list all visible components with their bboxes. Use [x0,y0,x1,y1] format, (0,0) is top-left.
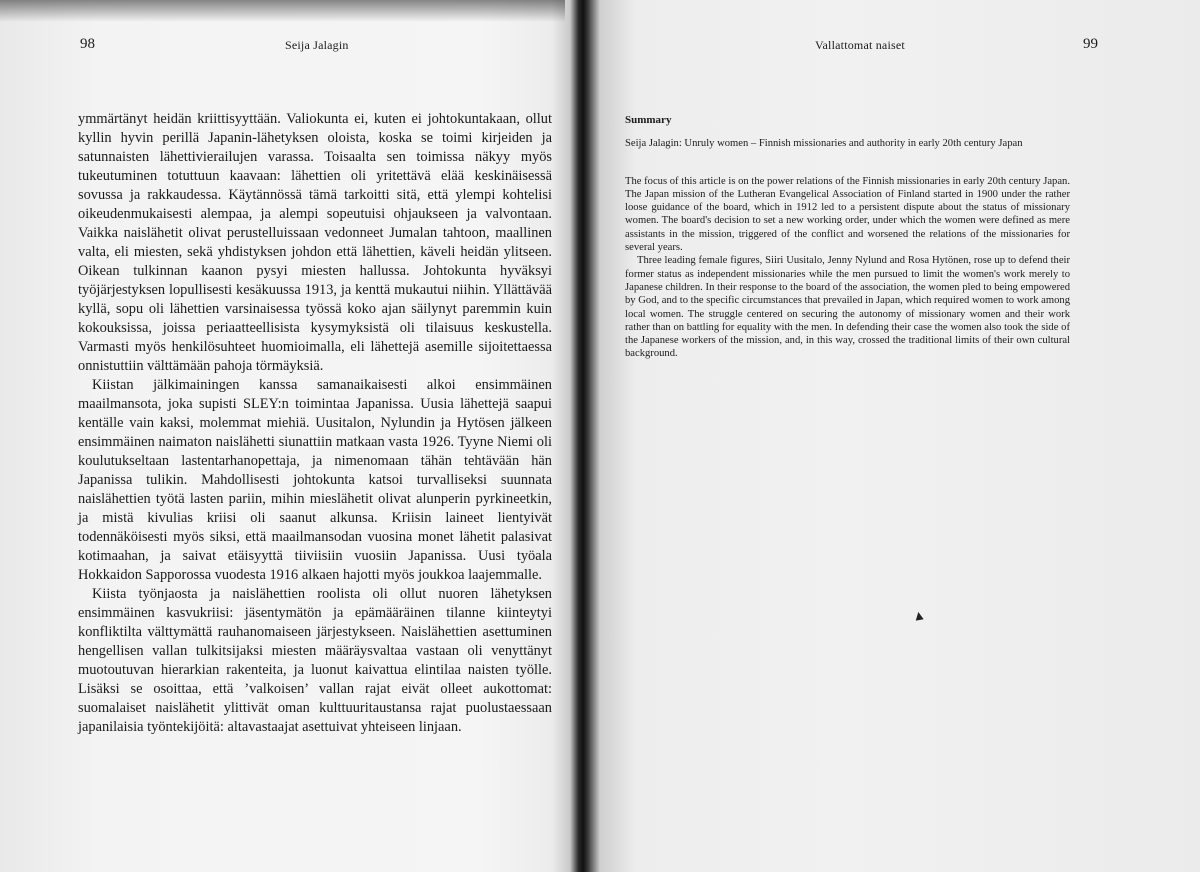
running-head-right: Vallattomat naiset [815,38,905,52]
summary-citation: Seija Jalagin: Unruly women – Finnish missionaries and authority in early 20th century Japan [625,138,1023,150]
paragraph: Kiistan jälkimainingen kanssa samanaikaisesti alkoi ensimmäinen maailmansota, joka supisti SLEY:n toimintaa Japanissa. Uusia lähettejä saapui kentälle vain kaksi, molemmat miehiä. Uusitalon, Nylundin ja Hytösen jälkeen ensimmäinen naimaton naislähetti siunattiin matkaan vasta 1926. Tyyne Niemi oli koulutukseltaan lastentarhanopettaja, ja nimenomaan tähän tehtävään hän Japanissa tulikin. Mahdollisesti johtokunta katsoi turvalliseksi suunnata naislähettien työtä lasten pariin, mihin mieslähetit olivat alunperin pyrkineetkin, ja mistä kivulias kriisi oli saanut alkunsa. Kriisin laineet lientyivät todennäköisesti myös siksi, että maailmansodan vuosina monet lähetit palasivat kotimaahan, ja saivat etäisyyttä tiiviisiin vuosiin Japanissa. Uusi työala Hokkaidon Sapporossa vuodesta 1916 alkaen hajotti myös joukkoa laajemmalle. [78,377,552,583]
left-body-text [78,110,552,737]
paragraph: ymmärtänyt heidän kriittisyyttään. Valiokunta ei, kuten ei johtokuntakaan, ollut kyllin hyvin perillä Japanin-lähetyksen oloista, koska se toimi kirjeiden ja satunnaisten lähettivierailujen varassa. Toisaalta sen toimissa näkyy myös tukeutuminen totuttuun kaavaan: lähettien oli yritettävä elää keskinäisessä sovussa ja rakkaudessa. Käytännössä tämä tarkoitti sitä, että ylempi kohtelisi oikeudenmukaisesti alempaa, ja alempi sopeutuisi ohjaukseen ja valvontaan. Vaikka naislähetit olivat perustelluissaan vedonneet Jumalan tahtoon, maallinen valta, eli miesten, sekä yhdistyksen johdon että lähettien, käveli heidän ylitseen. Oikean tulkinnan kaanon pysyi miesten hallussa. Johtokunta hyväksyi työjärjestyksen lopullisesti kesäkuussa 1913, ja kenttä mukautui niihin. Yllättävää kyllä, sopu oli lähettien varsinaisessa työssä koko ajan säilynyt paremmin kuin kokouksissa, joissa periaatteellisista kysymyksistä oli tilaisuus keskustella. Varmasti myös henkilösuhteet huomioimalla, eli lähettejä asemille sijoitettaessa onnistuttiin välttämään pahoja törmäyksiä. [78,111,552,374]
paragraph: Kiista työnjaosta ja naislähettien roolista oli ollut nuoren lähetyksen ensimmäinen kasvukriisi: jäsentymätön ja epämääräinen tilanne kiinteytyi konfliktilta välttymättä rauhanomaiseen järjestykseen. Naislähettien asettuminen hengellisen vallan tulkitsijaksi miesten määräysvaltaa vastaan oli venyttänyt muotoutuvan hierarkian rakenteita, ja luonut kaivattua elintilaa naisten työlle. Lisäksi se osoittaa, että ’valkoisen’ vallan rajat eivät olleet aukottomat: suomalaiset naislähetit ylittivät oman kulttuuritaustansa rajat puolustaessaan japanilaisia työntekijöitä: altavastaajat asettuivat yhteiseen linjaan. [78,586,552,735]
summary-section [625,114,1070,361]
page-number-left: 98 [80,36,95,52]
summary-paragraph: The focus of this article is on the power relations of the Finnish missionaries in early 20th century Japan. The Japan mission of the Lutheran Evangelical Association of Finland started in 1900 under the rather loose guidance of the board, which in 1912 led to a persistent dispute about the status of missionary women. The board's decision to set a new working order, under which the women were defined as mere assistants in the mission, triggered of the conflict and worsened the relations of the missionaries for several years. [625,175,1070,254]
summary-paragraph: Three leading female figures, Siiri Uusitalo, Jenny Nylund and Rosa Hytönen, rose up to defend their former status as independent missionaries while the men pursued to limit the women's work merely to Japanese children. In their response to the board of the association, the women pled to being empowered by God, and to the specific circumstances that prevailed in Japan, which required women to work among local women. The struggle centered on securing the autonomy of missionary women and their work rather than on battling for equality with the men. In defending their case the women also took the side of the Japanese workers of the mission, and, in this way, crossed the traditional limits of their own cultural background. [625,255,1070,360]
mouse-pointer-icon [914,611,923,620]
right-page [575,0,1200,872]
summary-heading: Summary [625,114,672,126]
page-number-right: 99 [1083,36,1098,52]
running-head-left: Seija Jalagin [285,38,349,52]
scan-shadow [0,0,565,22]
left-page [0,0,565,872]
